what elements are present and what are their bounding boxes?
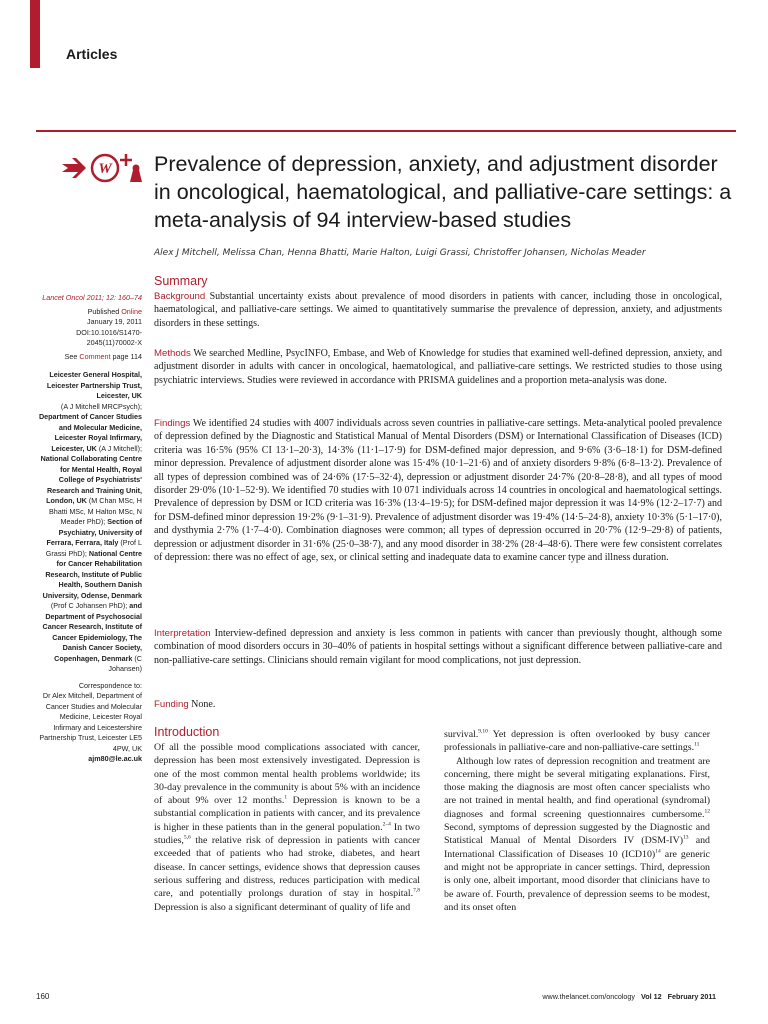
affiliation-list: Leicester General Hospital, Leicester Partnership Trust, Leicester, UK (A J Mitchell MRCPsych); Department of Cancer Studies and Molecular Medicine, Leicester Royal Infirmary, Leicester, UK (A J Mitchell); National Collaborating Centre for Mental Health, Royal College of Psychiatrists' Research and Training Unit, London, UK (M Chan MSc, H Bhatti MSc, M Halton MSc, N Meader PhD); Section of Psychiatry, University of Ferrara, Ferrara, Italy (Prof L Grassi PhD); National Centre for Cancer Rehabilitation Research, Institute of Public Health, Southern Danish University, Odense, Denmark (Prof C Johansen PhD); and Department of Psychosocial Cancer Research, Institute of Cancer Epidemiology, The Danish Cancer Society, Copenhagen, Denmark (C Johansen) bbox=[38, 370, 142, 673]
sidebar-publication-info: Lancet Oncol 2011; 12: 160–74 Published Online January 19, 2011 DOI:10.1016/S1470- 2045(11)70002-X See Comment page 114 bbox=[36, 293, 142, 362]
abstract-background: Background Substantial uncertainty exists about prevalence of mood disorders in patients with cancer, including those in oncological, haematological, and palliative-care settings. We aimed to quantitatively summarise the prevalence of depression, anxiety, and adjustments disorders in these settings. bbox=[154, 291, 722, 329]
journal-url[interactable]: www.thelancet.com/oncology bbox=[542, 992, 635, 1001]
journal-color-bar bbox=[30, 0, 40, 68]
pin-icon bbox=[130, 165, 142, 183]
arrow-icon bbox=[62, 158, 86, 178]
abstract-interpretation: Interpretation Interview-defined depression and anxiety is less common in patients with cancer than previously thought, although some combination of mood disorders occurs in 30–40% of patients in hospital settings without a significant difference between palliative-care and non-palliative-care settings. Clinicians should remain vigilant for mood complications, not just depression. bbox=[154, 628, 722, 666]
header-rule bbox=[36, 130, 736, 132]
lancet-access-icons bbox=[60, 150, 150, 186]
section-label: Articles bbox=[66, 46, 118, 62]
web-icon bbox=[92, 155, 118, 181]
sidebar-affiliations bbox=[36, 370, 142, 765]
journal-footer bbox=[542, 992, 716, 1001]
svg-text:W: W bbox=[98, 161, 112, 177]
plus-icon bbox=[120, 154, 132, 166]
correspondence-email[interactable]: ajm80@le.ac.uk bbox=[88, 754, 142, 763]
abstract-methods: Methods We searched Medline, PsycINFO, Embase, and Web of Knowledge for studies that examined well-defined depression, anxiety, and adjustment disorder in adults with cancer in oncological, haematological, and palliative-care settings. We restricted studies to those using psychiatric interviews. Studies were reviewed in accordance with PRISMA guidelines and a proportion meta-analysis was done. bbox=[154, 348, 722, 386]
correspondence-label: Correspondence to: bbox=[78, 680, 142, 690]
introduction-heading: Introduction bbox=[154, 725, 220, 739]
volume: Vol 12 bbox=[641, 992, 662, 1001]
online-link[interactable]: Online bbox=[121, 306, 142, 316]
article-title: Prevalence of depression, anxiety, and adjustment disorder in oncological, haematological, and palliative-care settings: a meta-analysis of 94 interview-based studies bbox=[154, 152, 732, 232]
abstract-findings: Findings We identified 24 studies with 4007 individuals across seven countries in palliative-care settings. Meta-analytical pooled prevalence of depression defined by the Diagnostic and Statistical Manual of Mental Disorders (DSM) or International Classification of Diseases (ICD) criteria was 16·5% (95% CI 13·1–20·3), 14·3% (11·1–17·9) for DSM-defined major depression, and 9·6% (3·6–18·1) for DSM-defined minor depression. Prevalence of adjustment disorder alone was 15·4% (10·1–21·6) and of anxiety disorders 9·8% (6·8–13·2). Prevalence of all types of depression combined was of 24·6% (17·5–32·4), depression or adjustment disorder 24·7% (20·8–28·8), and all types of mood disorder 29·0% (10·1–52·9). We identified 70 studies with 10 071 individuals across 14 countries in oncological and haematological settings. Prevalence of depression by DSM or ICD criteria was 16·3% (13·4–19·5); for DSM-defined major depression it was 14·9% (12·2–17·7) and for DSM-defined minor depression 19·2% (9·1–31·9). Prevalence of adjustment disorder was 19·4% (14·5–24·8), anxiety 10·3% (5·1–17·0), and dysthymia 2·7% (1·7–4·0). Combination diagnoses were common; all types of depression occurred in 20·7% (12·9–29·8) of patients, depression or adjustment disorder in 31·6% (25·0–38·7), and any mood disorder in 38·2% (28·4–48·6). There were few consistent correlates of depression: there was no effect of age, sex, or clinical setting and inadequate data to examine cancer type and illness duration. bbox=[154, 418, 722, 564]
intro-paragraph-1: Of all the possible mood complications associated with cancer, depression has been most extensively investigated. Depression is one of the most common mental health problems worldwide; its 30-day prevalence in the community is about 5% with an incidence of about 9% over 12 months.$^1$ Depression is known to be a substantial complication in patients with cancer, and its prevalence is higher in these patients than in the general population.$^{2-4}$ In two studies,$^{5,6}$ the relative risk of depression in patients with cancer exceeded that of patients who had stroke, diabetes, and heart disease. In cancer settings, evidence shows that depression causes serious suffering and distress, reduces participation with medical care, and potentially prolongs duration of stay in hospital.$^{7,8}$ Depression is also a significant determinant of quality of life and bbox=[154, 742, 420, 913]
correspondence-address: Dr Alex Mitchell, Department of Cancer Studies and Molecular Medicine, Leicester Royal Infirmary and Leicestershire Partnership Trust, Leicester LE5 4PW, UK bbox=[39, 691, 142, 753]
intro-paragraph-1-continued: survival.$^{9,10}$ Yet depression is often overlooked by busy cancer professionals in palliative-care and non-palliative-care settings.$^{11}$ bbox=[444, 728, 710, 754]
issue-date: February 2011 bbox=[667, 992, 716, 1001]
journal-reference: Lancet Oncol 2011; 12: 160–74 bbox=[42, 293, 142, 302]
publication-date: January 19, 2011 bbox=[86, 317, 142, 326]
doi-line-2: 2045(11)70002-X bbox=[86, 338, 142, 347]
abstract-funding: Funding None. bbox=[154, 699, 216, 710]
body-column-right bbox=[444, 728, 710, 914]
intro-paragraph-2: Although low rates of depression recognition and treatment are concerning, there might be several mitigating explanations. First, those making the diagnosis are most often cancer specialists who are not trained in mental health, and find operational (syndromal) diagnoses and formal screening questionnaires cumbersome.$^{12}$ Second, symptoms of depression suggested by the Diagnostic and Statistical Manual of Mental Disorders IV $(DSM-IV)^{13}$ and International Classification of Diseases 10 $(ICD10)^{14}$ are generic and might not be appropriate in cancer settings. Third, depression is only one, albeit important, mood disorder that clinicians have to be aware of. Fourth, prevalence of depression seems to be modest, and its onset often bbox=[444, 755, 710, 913]
page-number: 160 bbox=[36, 992, 50, 1001]
comment-link[interactable]: Comment bbox=[79, 351, 111, 361]
author-list: Alex J Mitchell, Melissa Chan, Henna Bhatti, Marie Halton, Luigi Grassi, Christoffer Johansen, Nicholas Meader bbox=[154, 248, 646, 258]
body-column-left bbox=[154, 741, 420, 914]
doi-line-1: DOI:10.1016/S1470- bbox=[76, 327, 142, 337]
summary-heading: Summary bbox=[154, 274, 208, 288]
